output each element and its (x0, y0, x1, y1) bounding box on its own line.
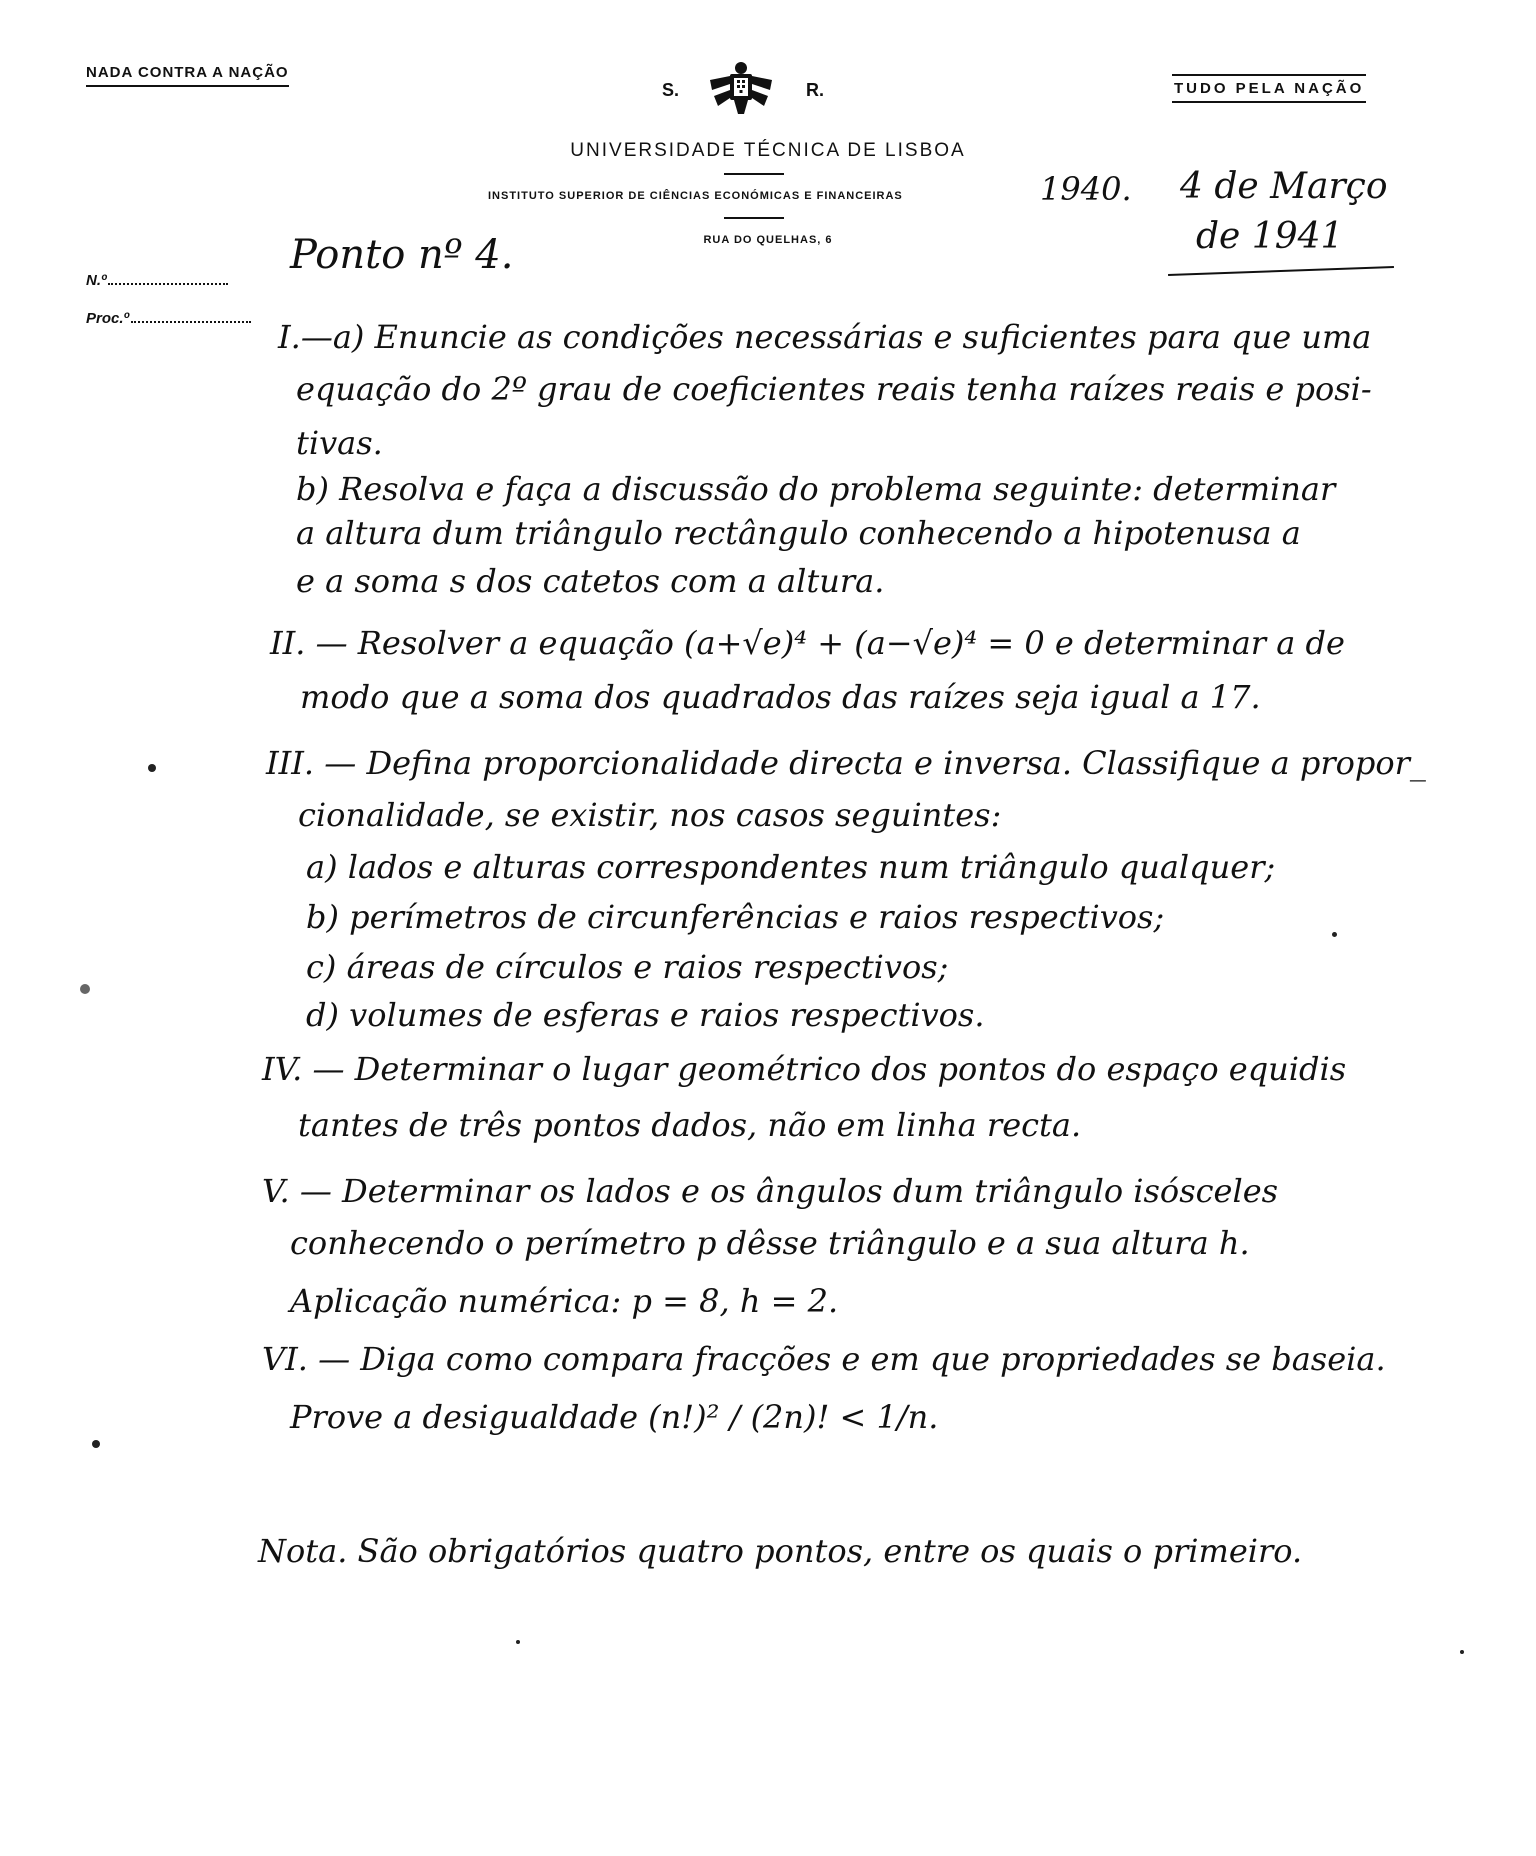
crest-right-letter: R. (806, 80, 824, 100)
question-line: II. — Resolver a equação (a+√e)⁴ + (a−√e)⁴ = 0 e determinar a de (270, 624, 1345, 662)
handwritten-date-line2: de 1941 (1196, 216, 1344, 257)
question-line: modo que a soma dos quadrados das raízes seja igual a 17. (300, 678, 1261, 716)
dotted-line (131, 321, 251, 323)
crest-left-letter: S. (662, 80, 680, 100)
question-line: V. — Determinar os lados e os ângulos dum triângulo isósceles (262, 1172, 1279, 1210)
question-line: equação do 2º grau de coeficientes reais tenha raízes reais e posi- (296, 370, 1372, 408)
institute-name: INSTITUTO SUPERIOR DE CIÊNCIAS ECONÓMICAS E FINANCEIRAS (488, 190, 903, 202)
question-line: Prove a desigualdade (n!)² / (2n)! < 1/n. (290, 1398, 939, 1436)
handwritten-date-line1: 4 de Março (1180, 166, 1388, 207)
question-line: d) volumes de esferas e raios respectivos. (306, 996, 985, 1034)
scan-speck (1460, 1650, 1464, 1654)
question-line: I.—a) Enuncie as condições necessárias e suficientes para que uma (278, 318, 1372, 356)
coat-of-arms-icon (706, 60, 776, 116)
number-field-label: N.º (86, 272, 107, 289)
university-name: UNIVERSIDADE TÉCNICA DE LISBOA (570, 140, 966, 161)
divider (724, 217, 784, 219)
process-field (86, 310, 251, 327)
motto-left: NADA CONTRA A NAÇÃO (86, 64, 289, 87)
question-line: b) Resolva e faça a discussão do problema seguinte: determinar (296, 470, 1336, 508)
exam-heading: Ponto nº 4. (290, 232, 514, 278)
handwritten-year: 1940. (1040, 170, 1132, 208)
scan-speck (1332, 932, 1337, 937)
question-line: VI. — Diga como compara fracções e em que propriedades se baseia. (262, 1340, 1386, 1378)
question-line: c) áreas de círculos e raios respectivos; (306, 948, 949, 986)
dotted-line (108, 283, 228, 285)
question-line: Aplicação numérica: p = 8, h = 2. (290, 1282, 839, 1320)
scan-speck (80, 984, 90, 994)
date-underline (1168, 266, 1394, 276)
question-line: a) lados e alturas correspondentes num triângulo qualquer; (306, 848, 1276, 886)
address: RUA DO QUELHAS, 6 (703, 234, 833, 246)
question-line: tantes de três pontos dados, não em linha recta. (298, 1106, 1082, 1144)
scan-speck (516, 1640, 520, 1644)
question-line: tivas. (296, 424, 383, 462)
note-line: Nota. São obrigatórios quatro pontos, entre os quais o primeiro. (258, 1532, 1303, 1570)
question-line: a altura dum triângulo rectângulo conhecendo a hipotenusa a (296, 514, 1301, 552)
scan-speck (92, 1440, 100, 1448)
number-field (86, 272, 228, 289)
motto-right: TUDO PELA NAÇÃO (1172, 74, 1366, 103)
process-field-label: Proc.º (86, 310, 129, 327)
scan-speck (148, 764, 156, 772)
question-line: III. — Defina proporcionalidade directa e inversa. Classifique a propor_ (266, 744, 1426, 782)
question-line: b) perímetros de circunferências e raios respectivos; (306, 898, 1165, 936)
question-line: cionalidade, se existir, nos casos seguintes: (298, 796, 1002, 834)
question-line: conhecendo o perímetro p dêsse triângulo e a sua altura h. (290, 1224, 1250, 1262)
divider (724, 173, 784, 175)
question-line: IV. — Determinar o lugar geométrico dos pontos do espaço equidis (262, 1050, 1347, 1088)
question-line: e a soma s dos catetos com a altura. (296, 562, 885, 600)
